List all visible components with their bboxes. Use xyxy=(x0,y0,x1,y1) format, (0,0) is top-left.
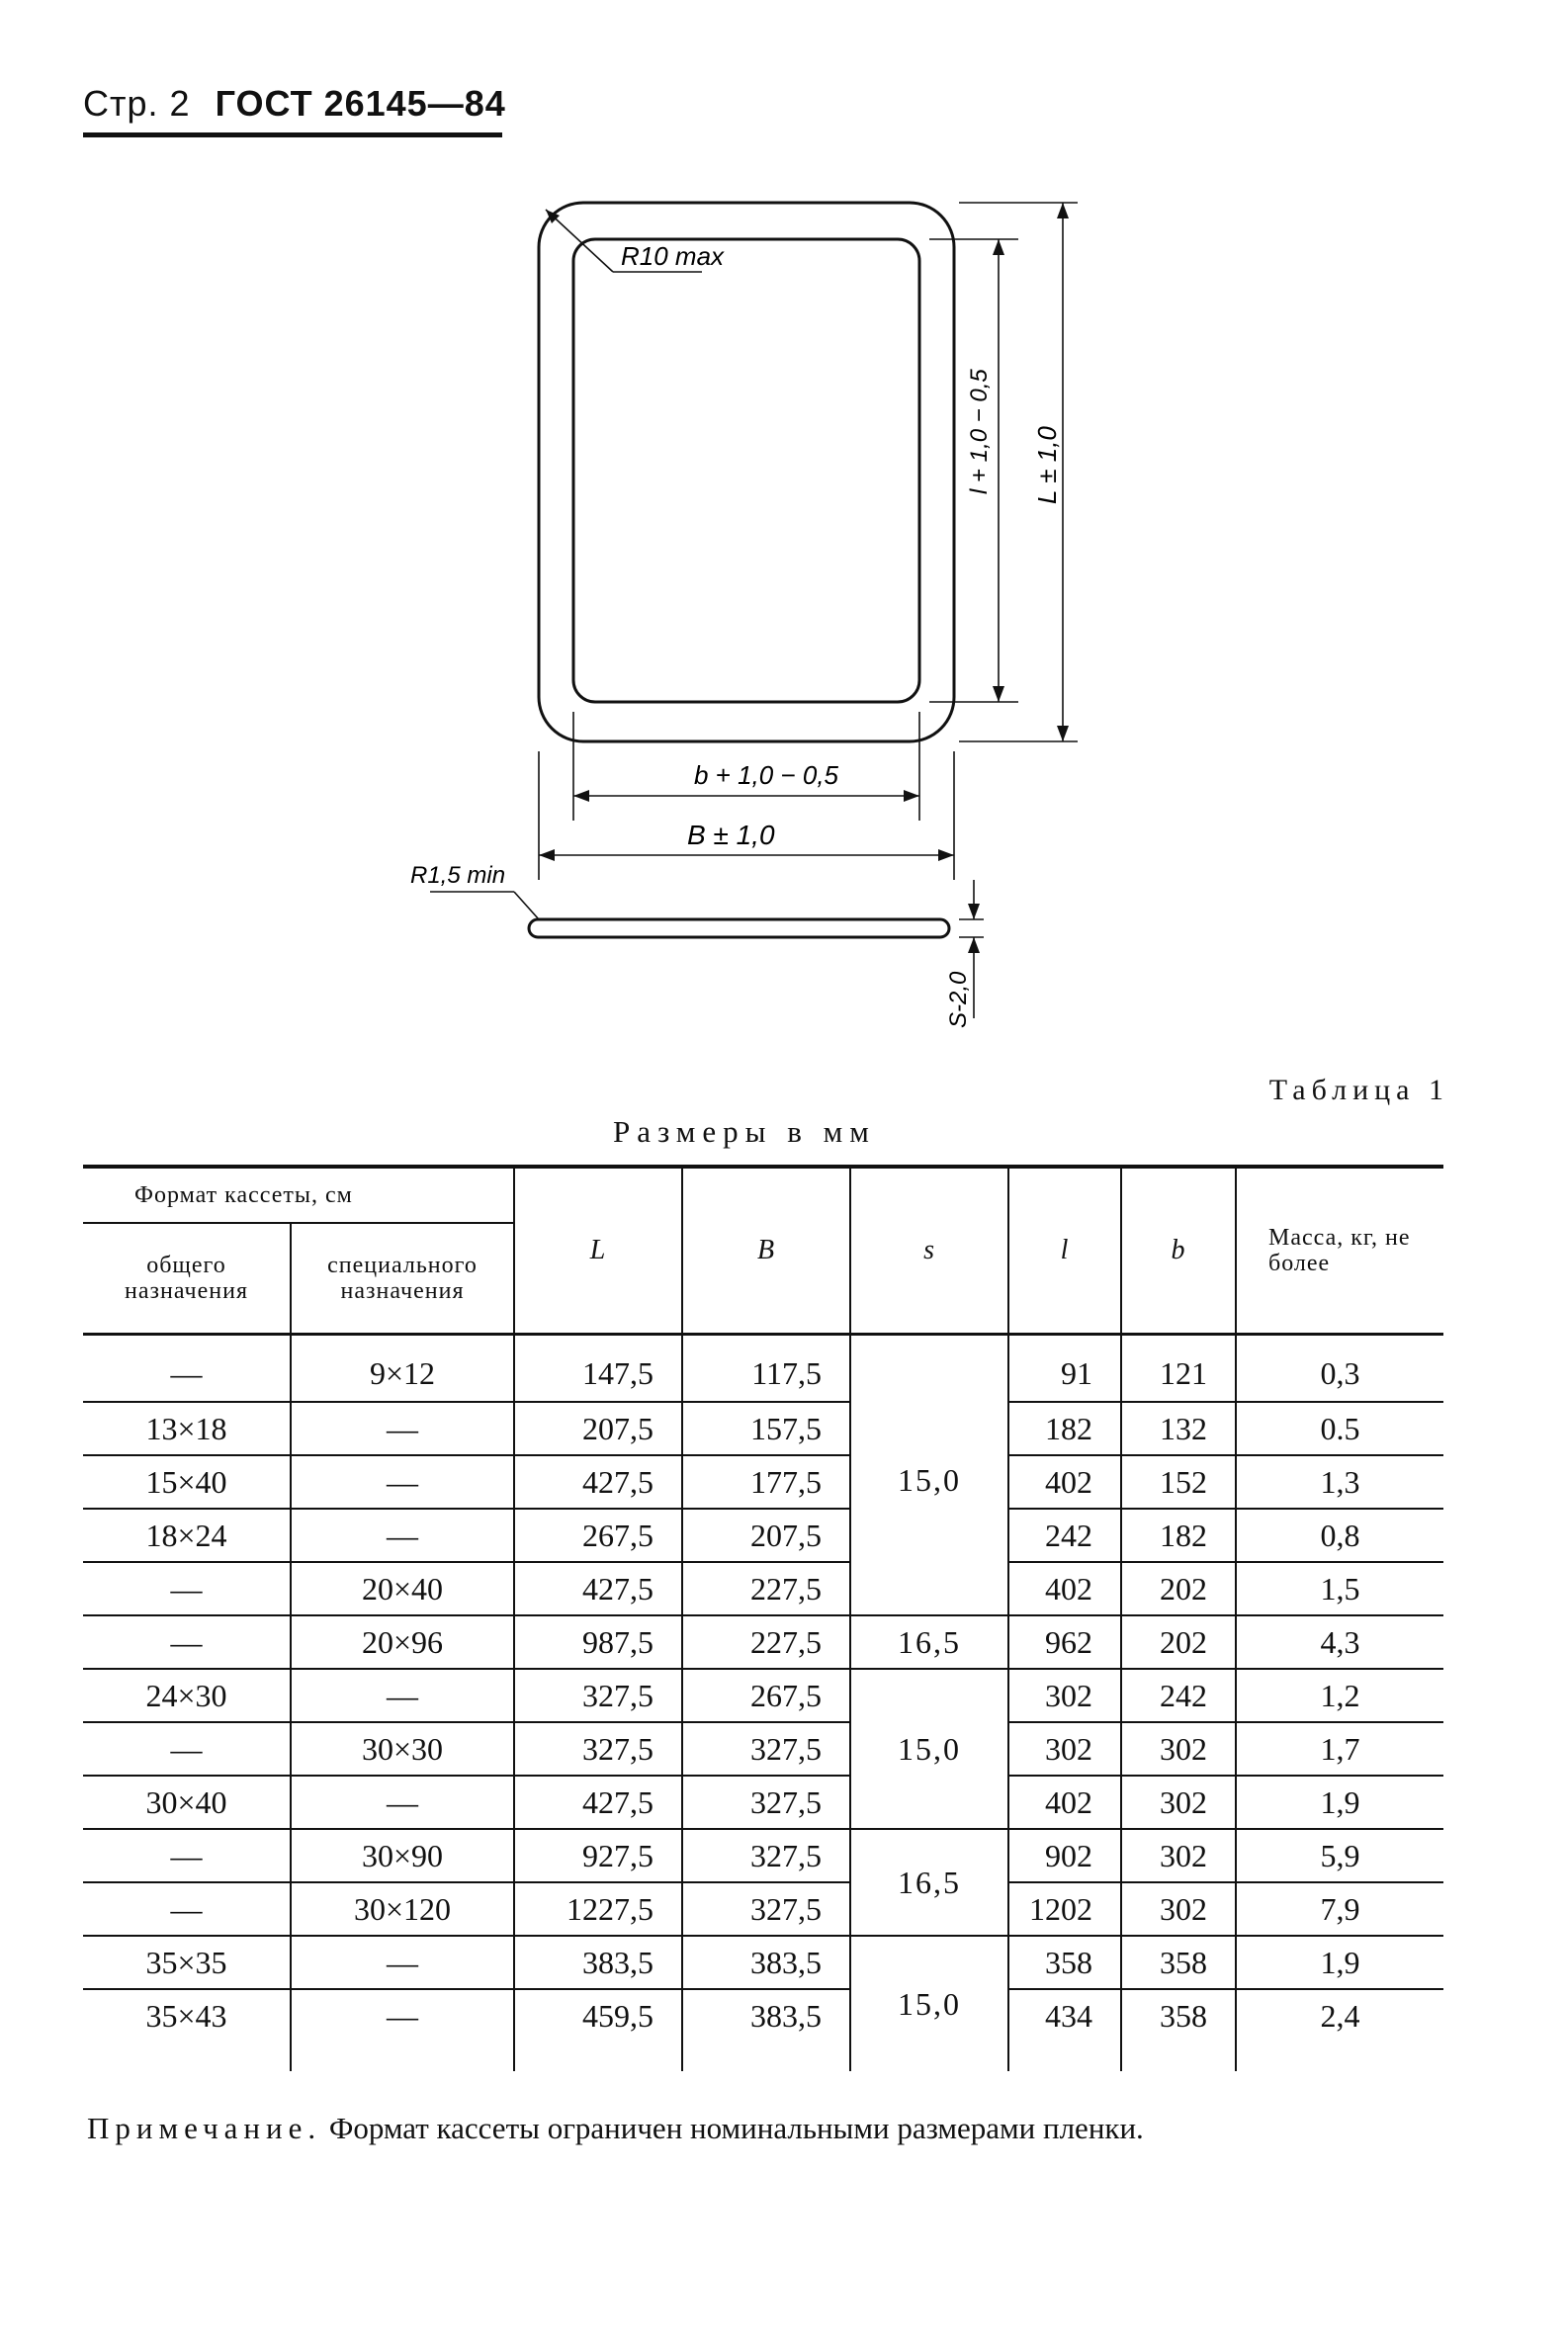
cell-mass: 1,2 xyxy=(1236,1669,1443,1722)
cell-l: 402 xyxy=(1008,1455,1121,1509)
cell-B: 327,5 xyxy=(682,1722,850,1776)
cell-B: 383,5 xyxy=(682,1989,850,2071)
cell-L: 327,5 xyxy=(514,1722,682,1776)
cell-s: 16,5 xyxy=(850,1615,1008,1669)
cell-general: — xyxy=(83,1829,291,1882)
cell-special: 30×120 xyxy=(291,1882,514,1936)
cell-general: 35×35 xyxy=(83,1936,291,1989)
label-r15min: R1,5 min xyxy=(410,862,506,889)
table-row xyxy=(83,1509,1443,1562)
cell-general: — xyxy=(83,1722,291,1776)
cell-l: 91 xyxy=(1008,1335,1121,1403)
table-row xyxy=(83,1669,1443,1722)
cell-L: 147,5 xyxy=(514,1335,682,1403)
cell-b: 302 xyxy=(1121,1722,1236,1776)
header-L: L xyxy=(514,1167,682,1335)
cell-L: 327,5 xyxy=(514,1669,682,1722)
header-special: специального назначения xyxy=(291,1223,514,1335)
page-header xyxy=(83,83,506,125)
cell-L: 427,5 xyxy=(514,1562,682,1615)
cell-mass: 0,8 xyxy=(1236,1509,1443,1562)
cell-L: 927,5 xyxy=(514,1829,682,1882)
cell-s: 15,0 xyxy=(850,1936,1008,2071)
cell-mass: 2,4 xyxy=(1236,1989,1443,2071)
standard-number: ГОСТ 26145—84 xyxy=(215,83,506,124)
cell-B: 207,5 xyxy=(682,1509,850,1562)
cell-mass: 0.5 xyxy=(1236,1402,1443,1455)
table-row xyxy=(83,1615,1443,1669)
note-text: Формат кассеты ограничен номинальными размерами пленки. xyxy=(328,2111,1144,2145)
cell-general: 15×40 xyxy=(83,1455,291,1509)
cell-special: 20×40 xyxy=(291,1562,514,1615)
cell-s: 16,5 xyxy=(850,1829,1008,1936)
cell-l: 242 xyxy=(1008,1509,1121,1562)
cassette-drawing xyxy=(376,188,1107,1063)
cell-B: 267,5 xyxy=(682,1669,850,1722)
cell-L: 207,5 xyxy=(514,1402,682,1455)
cell-l: 902 xyxy=(1008,1829,1121,1882)
cell-general: — xyxy=(83,1615,291,1669)
table-units: Размеры в мм xyxy=(613,1114,876,1149)
header-s: s xyxy=(850,1167,1008,1335)
cell-B: 157,5 xyxy=(682,1402,850,1455)
cell-l: 402 xyxy=(1008,1562,1121,1615)
cell-general: 13×18 xyxy=(83,1402,291,1455)
cell-mass: 1,3 xyxy=(1236,1455,1443,1509)
label-B: B ± 1,0 xyxy=(687,820,775,850)
table-row xyxy=(83,1402,1443,1455)
cell-l: 1202 xyxy=(1008,1882,1121,1936)
cell-special: 30×90 xyxy=(291,1829,514,1882)
cell-b: 242 xyxy=(1121,1669,1236,1722)
table-row xyxy=(83,1989,1443,2071)
cell-B: 327,5 xyxy=(682,1882,850,1936)
cell-b: 132 xyxy=(1121,1402,1236,1455)
table-row xyxy=(83,1722,1443,1776)
dimensions-table xyxy=(83,1165,1443,2071)
cell-general: 35×43 xyxy=(145,1997,227,2034)
cell-general: 24×30 xyxy=(83,1669,291,1722)
header-B: B xyxy=(682,1167,850,1335)
cell-l: 182 xyxy=(1008,1402,1121,1455)
cell-mass: 4,3 xyxy=(1236,1615,1443,1669)
table-row xyxy=(83,1562,1443,1615)
cell-mass: 0,3 xyxy=(1236,1335,1443,1403)
cell-l: 434 xyxy=(1008,1989,1121,2071)
table-row xyxy=(83,1882,1443,1936)
cell-l: 402 xyxy=(1008,1776,1121,1829)
note-label: Примечание. xyxy=(87,2111,322,2145)
cell-L: 383,5 xyxy=(514,1936,682,1989)
cassette-inner-outline xyxy=(573,239,919,702)
cell-special: 20×96 xyxy=(291,1615,514,1669)
cell-l: 302 xyxy=(1008,1722,1121,1776)
cell-s: 15,0 xyxy=(850,1335,1008,1616)
cell-B: 383,5 xyxy=(682,1936,850,1989)
cell-special: — xyxy=(291,1455,514,1509)
table-body xyxy=(83,1335,1443,2072)
cell-mass: 1,7 xyxy=(1236,1722,1443,1776)
cassette-outer-outline xyxy=(539,203,954,741)
header-l: l xyxy=(1008,1167,1121,1335)
cell-b: 202 xyxy=(1121,1615,1236,1669)
table-row xyxy=(83,1829,1443,1882)
table-row xyxy=(83,1936,1443,1989)
label-s: S-2,0 xyxy=(945,971,972,1028)
cell-B: 327,5 xyxy=(682,1829,850,1882)
label-b-inner: b + 1,0 − 0,5 xyxy=(694,760,839,790)
cell-special: — xyxy=(291,1669,514,1722)
header-mass: Масса, кг, не более xyxy=(1236,1167,1443,1335)
cell-B: 227,5 xyxy=(682,1562,850,1615)
cell-special: — xyxy=(291,1989,514,2071)
label-L: L ± 1,0 xyxy=(1032,426,1062,504)
cell-general: — xyxy=(83,1335,291,1403)
cell-B: 177,5 xyxy=(682,1455,850,1509)
cell-L: 267,5 xyxy=(514,1509,682,1562)
cell-b: 121 xyxy=(1121,1335,1236,1403)
page-number: Стр. 2 xyxy=(83,83,191,124)
cell-l: 302 xyxy=(1008,1669,1121,1722)
cell-special: 9×12 xyxy=(291,1335,514,1403)
cell-b: 202 xyxy=(1121,1562,1236,1615)
cell-general: 18×24 xyxy=(83,1509,291,1562)
cell-special: — xyxy=(291,1402,514,1455)
table-caption: Таблица 1 xyxy=(1268,1074,1449,1106)
cell-mass: 7,9 xyxy=(1236,1882,1443,1936)
cell-B: 227,5 xyxy=(682,1615,850,1669)
cell-L: 459,5 xyxy=(514,1989,682,2071)
header-rule xyxy=(83,132,502,137)
cell-mass: 1,9 xyxy=(1236,1936,1443,1989)
cell-b: 358 xyxy=(1121,1936,1236,1989)
cell-b: 358 xyxy=(1121,1989,1236,2071)
header-b: b xyxy=(1121,1167,1236,1335)
cell-special: — xyxy=(291,1509,514,1562)
cell-b: 302 xyxy=(1121,1829,1236,1882)
table-row xyxy=(83,1335,1443,1403)
cell-b: 152 xyxy=(1121,1455,1236,1509)
header-format-group: Формат кассеты, см xyxy=(83,1167,514,1223)
cell-L: 1227,5 xyxy=(514,1882,682,1936)
table-row xyxy=(83,1455,1443,1509)
cell-special: — xyxy=(291,1936,514,1989)
header-general: общего назначения xyxy=(83,1223,291,1335)
cell-special: — xyxy=(291,1776,514,1829)
cell-L: 987,5 xyxy=(514,1615,682,1669)
cell-mass: 1,9 xyxy=(1236,1776,1443,1829)
label-l-inner: l + 1,0 − 0,5 xyxy=(966,369,993,494)
cell-b: 302 xyxy=(1121,1882,1236,1936)
cell-L: 427,5 xyxy=(514,1776,682,1829)
cell-special: 30×30 xyxy=(291,1722,514,1776)
cell-general: 30×40 xyxy=(83,1776,291,1829)
cell-b: 182 xyxy=(1121,1509,1236,1562)
cell-L: 427,5 xyxy=(514,1455,682,1509)
cell-mass: 5,9 xyxy=(1236,1829,1443,1882)
cell-B: 327,5 xyxy=(682,1776,850,1829)
cell-b: 302 xyxy=(1121,1776,1236,1829)
label-r10max: R10 max xyxy=(621,241,725,271)
cell-B: 117,5 xyxy=(682,1335,850,1403)
cell-mass: 1,5 xyxy=(1236,1562,1443,1615)
cell-l: 358 xyxy=(1008,1936,1121,1989)
table-row xyxy=(83,1776,1443,1829)
note xyxy=(87,2108,1441,2149)
cassette-side-view xyxy=(529,919,949,937)
cell-general: — xyxy=(83,1562,291,1615)
cell-s: 15,0 xyxy=(850,1669,1008,1829)
cell-general: — xyxy=(83,1882,291,1936)
cell-l: 962 xyxy=(1008,1615,1121,1669)
